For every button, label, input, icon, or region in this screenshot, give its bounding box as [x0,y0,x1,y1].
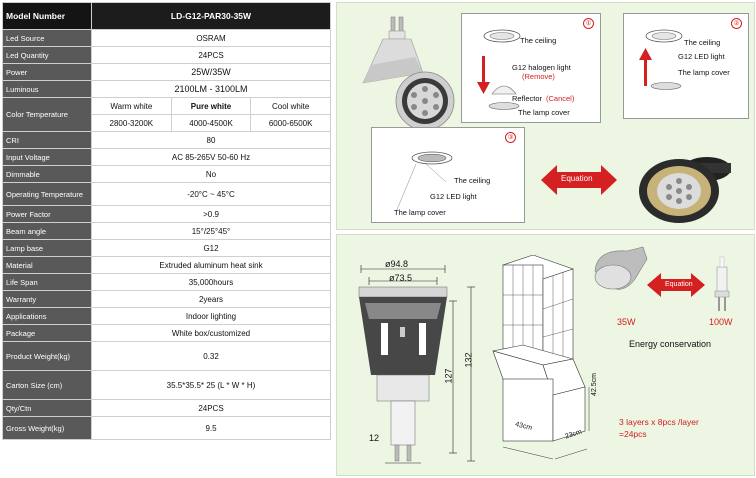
step3-ceiling-label: The ceiling [454,176,491,185]
spec-row-led-source [3,30,331,47]
spec-row-package [3,325,331,342]
color-temp-name: Pure white [171,98,251,115]
spec-value: AC 85-265V 50-60 Hz [92,149,331,166]
spec-value: Indoor lighting [92,308,331,325]
spec-row-dimmable [3,166,331,183]
spec-value: 35.5*35.5* 25 (L * W * H) [92,371,331,400]
lamp-dimension-drawing [341,257,501,471]
carton-layers-label: 3 layers x 8pcs /layer [619,417,699,427]
spec-label: Luminous [3,81,92,98]
spec-label: Led Source [3,30,92,47]
installation-panel [336,2,755,230]
step2-box [623,13,749,119]
carton-width-label: 23cm [564,428,583,441]
equation-label: Equation [561,174,593,183]
spec-value: 25W/35W [92,64,331,81]
spec-value: G12 [92,240,331,257]
step1-ceiling-label: The ceiling [520,36,557,45]
step1-light-label: G12 halogen light [512,63,571,72]
step1-reflector-label: Reflector [512,94,543,103]
step-number: ③ [505,132,516,143]
spec-label: Material [3,257,92,274]
halogen-watt-label: 100W [709,317,733,327]
spec-label: Lamp base [3,240,92,257]
spec-label: Operating Temperature [3,183,92,206]
spec-row-led-quantity [3,47,331,64]
spec-value: 24PCS [92,47,331,64]
spec-row-luminous [3,81,331,98]
step3-light-label: G12 LED light [430,192,477,201]
spec-label: Beam angle [3,223,92,240]
spec-label: Qty/Ctn [3,400,92,417]
step-number: ② [731,18,742,29]
spec-value: 2years [92,291,331,308]
spec-label: Life Span [3,274,92,291]
led-installed-icon [386,140,456,216]
spec-value: 35,000hours [92,274,331,291]
outer-diameter-label: ø94.8 [385,259,409,269]
spec-label: Product Weight(kg) [3,342,92,371]
spec-label: Applications [3,308,92,325]
spec-value: 24PCS [92,400,331,417]
spec-label: Dimmable [3,166,92,183]
spec-value: OSRAM [92,30,331,47]
spec-value: 9.5 [92,417,331,440]
spec-row-warranty [3,291,331,308]
spec-row-gross-weight [3,417,331,440]
energy-conservation-label: Energy conservation [629,339,712,349]
spec-label: Warranty [3,291,92,308]
inner-diameter-label: ø73.5 [389,273,413,283]
spec-row-input-voltage [3,149,331,166]
spec-value: 80 [92,132,331,149]
spec-row-power [3,64,331,81]
spec-row-model [3,3,331,30]
spec-label: Carton Size (cm) [3,371,92,400]
spec-value: LD-G12-PAR30-35W [92,3,331,30]
spec-label: Power Factor [3,206,92,223]
spec-value: 15°/25°45° [92,223,331,240]
step2-ceiling-label: The ceiling [684,38,721,47]
spec-row-power-factor [3,206,331,223]
spec-row-cri [3,132,331,149]
color-temp-name: Warm white [92,98,172,115]
step1-remove-label: (Remove) [522,72,555,81]
spec-label: Input Voltage [3,149,92,166]
spec-row-lamp-base [3,240,331,257]
led-fixture-icon [628,22,688,112]
spec-row-qty-ctn [3,400,331,417]
color-temp-range: 4000-4500K [171,115,251,132]
spec-row-material [3,257,331,274]
color-temp-range: 2800-3200K [92,115,172,132]
spec-label: CRI [3,132,92,149]
dimensions-panel [336,234,755,476]
spec-row-operating-temp [3,183,331,206]
step1-cover-label: The lamp cover [518,108,570,117]
color-temp-name: Cool white [251,98,331,115]
step1-cancel-label: (Cancel) [546,94,575,103]
spec-row-life-span [3,274,331,291]
spec-value: No [92,166,331,183]
spec-table [2,2,331,440]
spec-label: Package [3,325,92,342]
carton-total-label: =24pcs [619,429,647,439]
spec-label: Color Temperature [3,98,92,132]
spec-value: 0.32 [92,342,331,371]
spec-value: 2100LM - 3100LM [92,81,331,98]
pin-spacing-label: 12 [369,433,380,443]
spec-value: White box/customized [92,325,331,342]
spec-label: Gross Weight(kg) [3,417,92,440]
spec-row-carton-size [3,371,331,400]
spec-value: -20°C ~ 45°C [92,183,331,206]
carton-height-label: 42.5cm [590,373,598,396]
lamp-product-illustration [343,13,461,131]
compare-equation-label: Equation [665,281,693,288]
step2-cover-label: The lamp cover [678,68,730,77]
led-watt-label: 35W [617,317,636,327]
color-temp-range: 6000-6500K [251,115,331,132]
step1-box [461,13,601,123]
step3-box [371,127,525,223]
spec-value: >0.9 [92,206,331,223]
step-number: ① [583,18,594,29]
spec-value: Extruded aluminum heat sink [92,257,331,274]
spec-row-color-temp-names [3,98,331,115]
step3-cover-label: The lamp cover [394,208,446,217]
carton-length-label: 43cm [514,421,533,432]
installed-lamp-illustration [627,135,751,227]
spec-row-product-weight [3,342,331,371]
height-127-label: 127 [443,368,454,384]
spec-label: Model Number [3,3,92,30]
step2-light-label: G12 LED light [678,52,725,61]
spec-label: Led Quantity [3,47,92,64]
spec-label: Power [3,64,92,81]
spec-row-beam-angle [3,223,331,240]
height-132-label: 132 [463,352,474,368]
spec-row-applications [3,308,331,325]
